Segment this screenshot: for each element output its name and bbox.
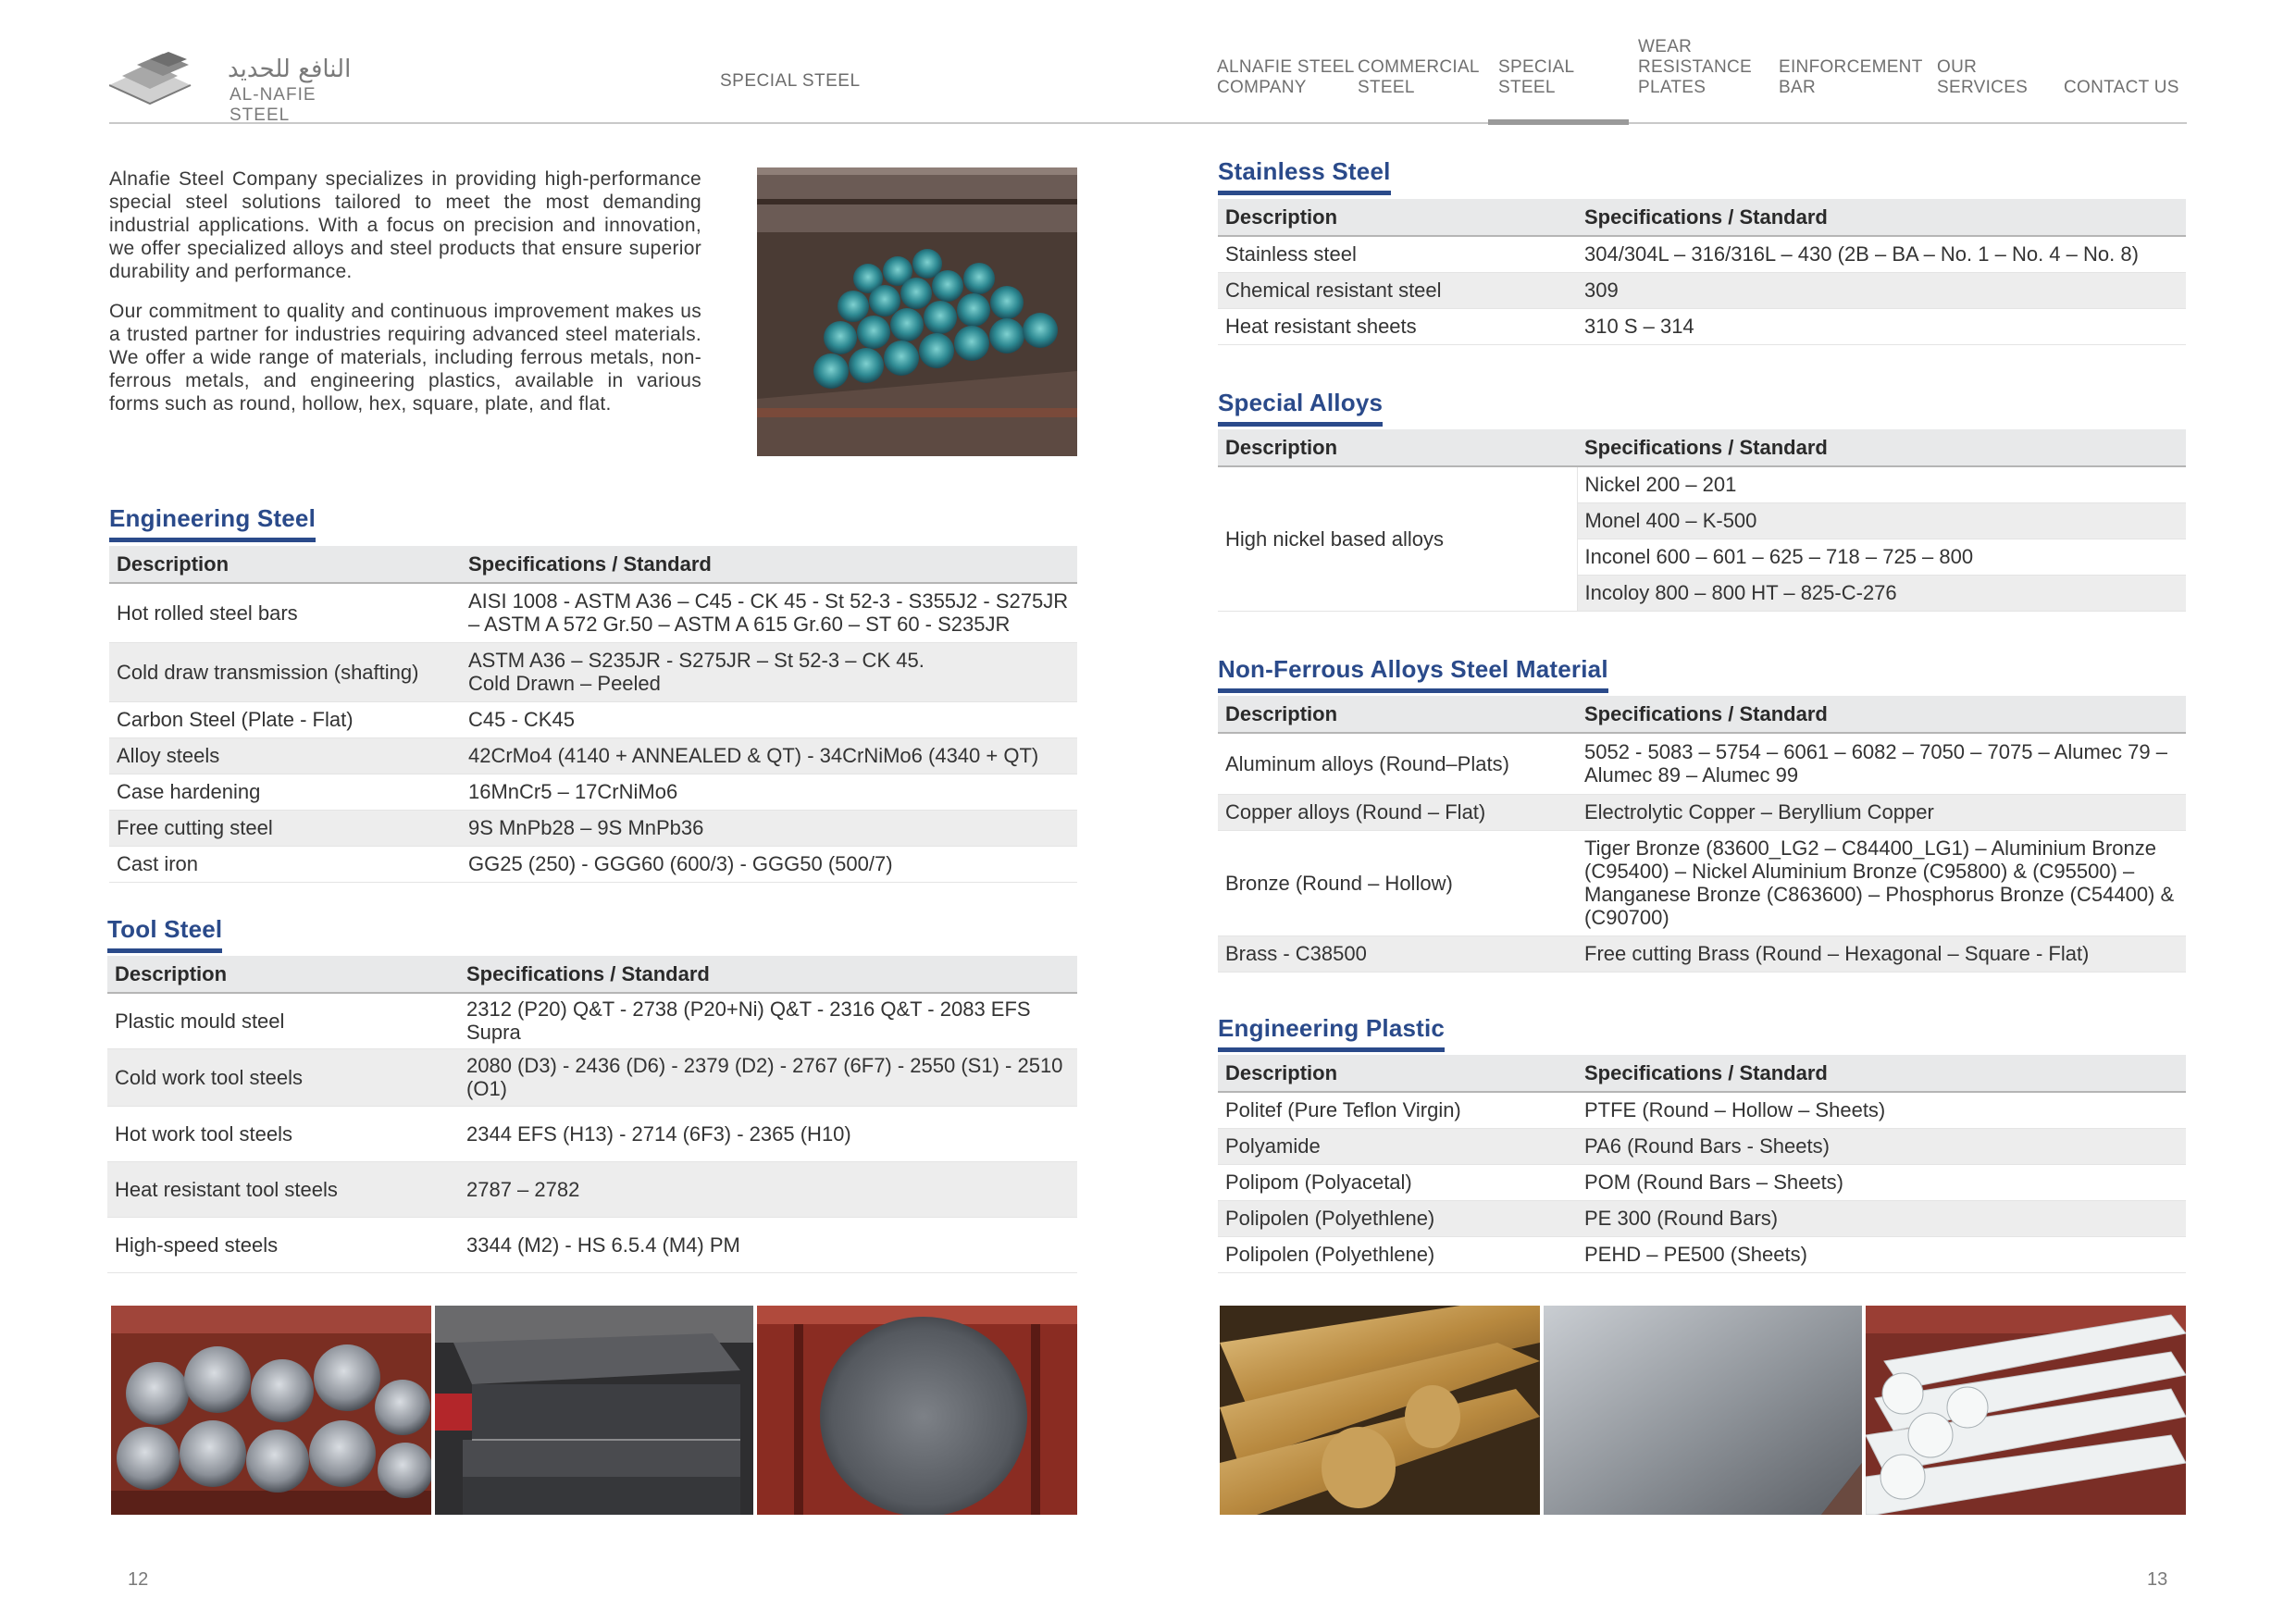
nav-item-special-steel[interactable]: SPECIAL STEEL: [1498, 57, 1575, 97]
non-ferrous-table: [1218, 696, 2186, 973]
row-spec: Monel 400 – K-500: [1577, 502, 2186, 539]
row-description: Polipom (Polyacetal): [1218, 1164, 1577, 1200]
row-description: Plastic mould steel: [107, 993, 459, 1048]
tool-steel-heading: Tool Steel: [107, 915, 222, 953]
row-description: Polipolen (Polyethlene): [1218, 1200, 1577, 1236]
table-row: [1218, 466, 2186, 502]
row-spec: 310 S – 314: [1577, 308, 2186, 344]
engineering-plastic-table: [1218, 1055, 2186, 1273]
page-number-left: 12: [128, 1569, 149, 1590]
metal-sheet-photo: [1544, 1306, 1862, 1515]
row-description: Hot work tool steels: [107, 1106, 459, 1161]
engineering-steel-heading: Engineering Steel: [109, 504, 316, 542]
non-ferrous-heading: Non-Ferrous Alloys Steel Material: [1218, 655, 1608, 693]
specs-header: Specifications / Standard: [461, 546, 1077, 583]
row-description: Hot rolled steel bars: [109, 583, 461, 642]
left-page-title: SPECIAL STEEL: [720, 71, 861, 91]
table-header-row: [1218, 1055, 2186, 1092]
engineering-plastic-heading: Engineering Plastic: [1218, 1014, 1445, 1052]
specs-header: Specifications / Standard: [1577, 199, 2186, 236]
round-bars-photo: [111, 1306, 431, 1515]
description-header: Description: [1218, 199, 1577, 236]
special-alloys-table: [1218, 429, 2186, 612]
row-spec: GG25 (250) - GGG60 (600/3) - GGG50 (500/7): [461, 846, 1077, 882]
row-description: Case hardening: [109, 774, 461, 810]
row-spec: 9S MnPb28 – 9S MnPb36: [461, 810, 1077, 846]
brass-bars-photo: [1220, 1306, 1540, 1515]
row-spec: 5052 - 5083 – 5754 – 6061 – 6082 – 7050 – 7075 – Alumec 79 – Alumec 89 – Alumec 99: [1577, 733, 2186, 794]
specs-header: Specifications / Standard: [1577, 1055, 2186, 1092]
description-header: Description: [1218, 429, 1577, 466]
intro-text: [109, 167, 701, 415]
row-spec: ASTM A36 – S235JR - S275JR – St 52-3 – CK 45. Cold Drawn – Peeled: [461, 642, 1077, 701]
table-row: [1218, 1164, 2186, 1200]
row-spec: Electrolytic Copper – Beryllium Copper: [1577, 794, 2186, 830]
nav-item-wear-resistance-plates[interactable]: WEAR RESISTANCE PLATES: [1638, 37, 1753, 97]
description-header: Description: [1218, 1055, 1577, 1092]
row-spec: C45 - CK45: [461, 701, 1077, 737]
table-row: [109, 583, 1077, 642]
specs-header: Specifications / Standard: [459, 956, 1077, 993]
logo-arabic-text: النافع للحديد: [228, 56, 352, 83]
row-description: Chemical resistant steel: [1218, 272, 1577, 308]
nav-item-contact-us[interactable]: CONTACT US: [2064, 78, 2179, 97]
plastic-rods-photo: [1866, 1306, 2186, 1515]
table-header-row: [1218, 429, 2186, 466]
table-header-row: [109, 546, 1077, 583]
row-spec: 3344 (M2) - HS 6.5.4 (M4) PM: [459, 1217, 1077, 1272]
row-description: Polyamide: [1218, 1128, 1577, 1164]
table-row: [107, 993, 1077, 1048]
specs-header: Specifications / Standard: [1577, 696, 2186, 733]
row-description: Carbon Steel (Plate - Flat): [109, 701, 461, 737]
row-description: Cold work tool steels: [107, 1048, 459, 1106]
table-header-row: [1218, 199, 2186, 236]
row-spec: Free cutting Brass (Round – Hexagonal – Square - Flat): [1577, 935, 2186, 972]
row-spec: 309: [1577, 272, 2186, 308]
table-header-row: [1218, 696, 2186, 733]
table-row: [1218, 733, 2186, 794]
stainless-steel-table: [1218, 199, 2186, 345]
table-row: [109, 642, 1077, 701]
table-row: [1218, 1236, 2186, 1272]
table-row: [1218, 1128, 2186, 1164]
row-spec: POM (Round Bars – Sheets): [1577, 1164, 2186, 1200]
row-description: Free cutting steel: [109, 810, 461, 846]
table-row: [1218, 830, 2186, 935]
row-spec: PTFE (Round – Hollow – Sheets): [1577, 1092, 2186, 1128]
row-spec: 2312 (P20) Q&T - 2738 (P20+Ni) Q&T - 2316 Q&T - 2083 EFS Supra: [459, 993, 1077, 1048]
intro-paragraph-2: Our commitment to quality and continuous improvement makes us a trusted partner for industries requiring advanced steel materials. We offer a wide range of materials, including ferrous metals, non-ferrous metals, and engineering plastics, available in various forms such as round, hollow, hex, square, plate, and flat.: [109, 301, 701, 415]
specs-header: Specifications / Standard: [1577, 429, 2186, 466]
description-header: Description: [107, 956, 459, 993]
table-row: [1218, 1092, 2186, 1128]
description-header: Description: [1218, 696, 1577, 733]
table-row: [1218, 272, 2186, 308]
row-description: Politef (Pure Teflon Virgin): [1218, 1092, 1577, 1128]
row-description: Aluminum alloys (Round–Plats): [1218, 733, 1577, 794]
row-spec: 16MnCr5 – 17CrNiMo6: [461, 774, 1077, 810]
row-spec: PE 300 (Round Bars): [1577, 1200, 2186, 1236]
row-spec: 2080 (D3) - 2436 (D6) - 2379 (D2) - 2767 (6F7) - 2550 (S1) - 2510 (O1): [459, 1048, 1077, 1106]
engineering-steel-table: [109, 546, 1077, 883]
nav-item-our-services[interactable]: OUR SERVICES: [1937, 57, 2029, 97]
table-row: [1218, 236, 2186, 272]
table-row: [109, 701, 1077, 737]
nav-item-reinforcement-bar[interactable]: EINFORCEMENT BAR: [1779, 57, 1923, 97]
nav-item-commercial-steel[interactable]: COMMERCIAL STEEL: [1358, 57, 1480, 97]
row-description: Bronze (Round – Hollow): [1218, 830, 1577, 935]
table-row: [107, 1217, 1077, 1272]
page-header: [109, 0, 2187, 124]
row-spec: Inconel 600 – 601 – 625 – 718 – 725 – 800: [1577, 539, 2186, 575]
logo-english-text: AL-NAFIE STEEL: [230, 85, 316, 125]
tool-steel-table: [107, 956, 1077, 1273]
row-description: Heat resistant sheets: [1218, 308, 1577, 344]
row-description: Copper alloys (Round – Flat): [1218, 794, 1577, 830]
row-description: Heat resistant tool steels: [107, 1161, 459, 1217]
company-logo[interactable]: [109, 48, 368, 125]
row-spec: 2344 EFS (H13) - 2714 (6F3) - 2365 (H10): [459, 1106, 1077, 1161]
page-number-right: 13: [2147, 1569, 2168, 1590]
row-description: Cold draw transmission (shafting): [109, 642, 461, 701]
stainless-steel-heading: Stainless Steel: [1218, 157, 1391, 195]
table-row: [109, 810, 1077, 846]
nav-item-alnafie-steel-company[interactable]: ALNAFIE STEEL COMPANY: [1217, 57, 1355, 97]
table-row: [109, 737, 1077, 774]
special-alloys-heading: Special Alloys: [1218, 389, 1383, 427]
row-description: Brass - C38500: [1218, 935, 1577, 972]
row-spec: PEHD – PE500 (Sheets): [1577, 1236, 2186, 1272]
table-row: [109, 774, 1077, 810]
table-row: [1218, 794, 2186, 830]
table-row: [107, 1048, 1077, 1106]
table-row: [107, 1106, 1077, 1161]
table-row: [1218, 935, 2186, 972]
intro-paragraph-1: Alnafie Steel Company specializes in providing high-performance special steel solutions tailored to meet the most demanding industrial applications. With a focus on precision and innovation, we offer specialized alloys and steel products that ensure superior durability and performance.: [109, 168, 701, 282]
table-header-row: [107, 956, 1077, 993]
row-spec: PA6 (Round Bars - Sheets): [1577, 1128, 2186, 1164]
table-row: [107, 1161, 1077, 1217]
row-spec: AISI 1008 - ASTM A36 – C45 - CK 45 - St 52-3 - S355J2 - S275JR – ASTM A 572 Gr.50 – ASTM A 615 Gr.60 – ST 60 - S235JR: [461, 583, 1077, 642]
steel-bars-stack-photo: [757, 167, 1077, 456]
table-row: [1218, 1200, 2186, 1236]
active-nav-indicator: [1488, 119, 1629, 125]
table-row: [109, 846, 1077, 882]
row-spec: 2787 – 2782: [459, 1161, 1077, 1217]
row-spec: 42CrMo4 (4140 + ANNEALED & QT) - 34CrNiMo6 (4340 + QT): [461, 737, 1077, 774]
row-description: Polipolen (Polyethlene): [1218, 1236, 1577, 1272]
tool-steel-blocks-photo: [435, 1306, 753, 1515]
row-description: Stainless steel: [1218, 236, 1577, 272]
row-description: Cast iron: [109, 846, 461, 882]
row-spec: 304/304L – 316/316L – 430 (2B – BA – No. 1 – No. 4 – No. 8): [1577, 236, 2186, 272]
row-description: High-speed steels: [107, 1217, 459, 1272]
row-description: Alloy steels: [109, 737, 461, 774]
large-round-bar-photo: [757, 1306, 1077, 1515]
description-header: Description: [109, 546, 461, 583]
logo-mark-icon: [109, 48, 220, 109]
table-row: [1218, 308, 2186, 344]
row-spec: Incoloy 800 – 800 HT – 825-C-276: [1577, 575, 2186, 611]
row-spec: Nickel 200 – 201: [1577, 466, 2186, 502]
row-description: High nickel based alloys: [1218, 466, 1577, 611]
row-spec: Tiger Bronze (83600_LG2 – C84400_LG1) – Aluminium Bronze (C95400) – Nickel Aluminium Bronze (C95800) & (C95500) – Manganese Bronze (C863600) – Phosphorus Bronze (C54400) & (C90700): [1577, 830, 2186, 935]
